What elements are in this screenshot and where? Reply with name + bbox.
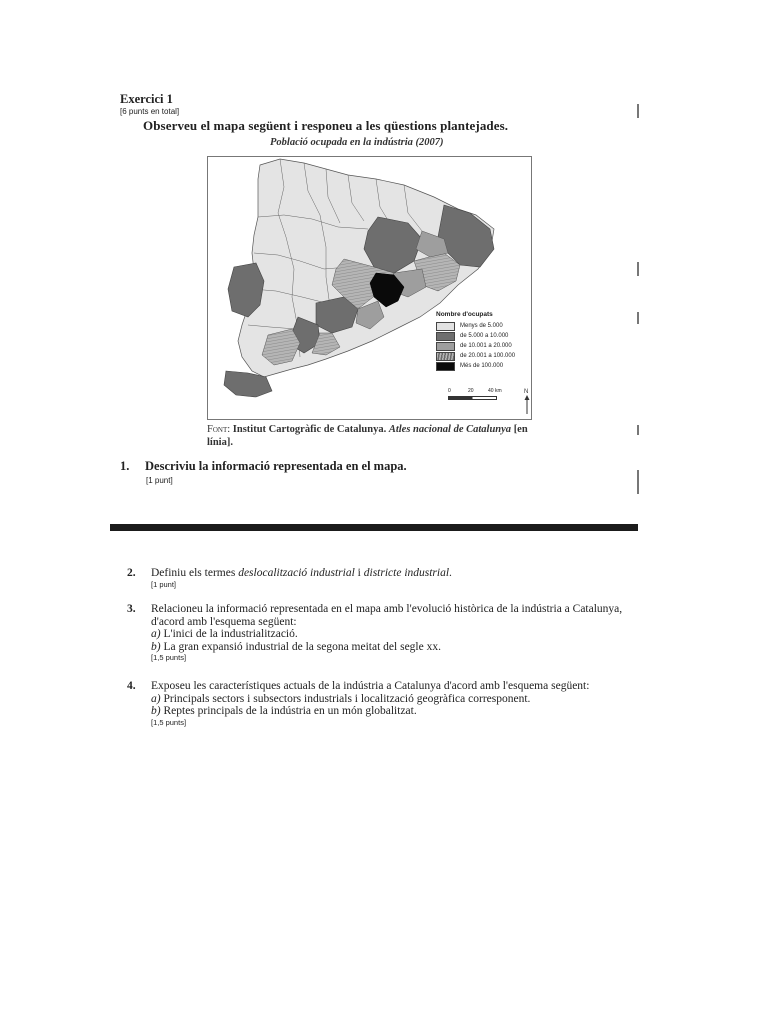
- map-frame: [207, 156, 532, 420]
- question-number: 2.: [127, 567, 136, 579]
- exercise-title: Exercici 1: [120, 92, 173, 106]
- legend-title: Nombre d'ocupats: [436, 311, 493, 318]
- question-subitem: b) Reptes principals de la indústria en un món globalitzat.: [151, 705, 417, 717]
- question-subitem: b) La gran expansió industrial de la segona meitat del segle xx.: [151, 640, 441, 653]
- exercise-intro: Observeu el mapa següent i responeu a les qüestions plantejades.: [143, 118, 509, 133]
- map-legend: [436, 311, 531, 371]
- question-text: Descriviu la informació representada en el mapa.: [145, 459, 407, 473]
- question-1: [120, 459, 407, 474]
- source-text: Institut Cartogràfic de Catalunya.: [232, 424, 387, 435]
- north-arrow-icon: [521, 386, 533, 416]
- exercise-points: [6 punts en total]: [120, 107, 180, 116]
- source-suffix: [en línia].: [207, 424, 528, 448]
- scale-line: [448, 396, 497, 400]
- question-1-points: [1 punt]: [146, 476, 173, 485]
- legend-item: [436, 331, 531, 341]
- legend-swatch: [436, 322, 455, 331]
- question-number: 1.: [120, 459, 130, 473]
- page-edge-mark: [637, 312, 639, 324]
- page-edge-mark: [637, 104, 639, 118]
- question-number: 3.: [127, 603, 136, 615]
- legend-item: [436, 341, 531, 351]
- legend-item: [436, 361, 531, 371]
- question-points: [1,5 punts]: [151, 717, 187, 727]
- legend-label: de 20.001 a 100.000: [460, 353, 516, 359]
- page-edge-mark: [637, 262, 639, 276]
- legend-label: de 10.001 a 20.000: [460, 343, 512, 349]
- scale-label: 0: [448, 388, 451, 394]
- north-label: N: [524, 389, 529, 395]
- question-text: i: [354, 567, 364, 579]
- legend-swatch: [436, 352, 455, 361]
- page-edge-mark: [637, 470, 639, 494]
- legend-item: [436, 321, 531, 331]
- catalonia-map: [208, 157, 531, 419]
- question-subitem: a) L'inici de la industrialització.: [151, 628, 298, 640]
- question-subitem: a) Principals sectors i subsectors industrials i localització geogràfica corresponent.: [151, 692, 531, 705]
- question-text: .: [449, 567, 452, 579]
- legend-swatch: [436, 342, 455, 351]
- question-text: Exposeu les característiques actuals de la indústria a Catalunya d'acord amb l'esquema següent:: [151, 680, 590, 692]
- legend-swatch: [436, 362, 455, 371]
- question-text: Relacioneu la informació representada en el mapa amb l'evolució històrica de la indústria a Catalunya, d'acord amb l'esquema següent:: [151, 603, 623, 628]
- question-text: Definiu els termes: [151, 567, 239, 579]
- scale-label: 40 km: [488, 388, 502, 394]
- question-points: [1 punt]: [151, 579, 177, 589]
- question-term: districte industrial: [363, 567, 450, 579]
- legend-label: de 5.000 a 10.000: [460, 333, 509, 339]
- map-source: [207, 423, 533, 449]
- question-term: deslocalització industrial: [238, 567, 355, 579]
- scale-label: 20: [468, 388, 474, 394]
- source-work: Atles nacional de Catalunya: [388, 424, 512, 435]
- legend-item: [436, 351, 531, 361]
- legend-swatch: [436, 332, 455, 341]
- legend-label: Menys de 5.000: [460, 323, 503, 329]
- source-label: Font:: [207, 424, 231, 435]
- map-title: Població ocupada en la indústria (2007): [270, 137, 444, 148]
- question-points: [1,5 punts]: [151, 653, 187, 662]
- legend-label: Més de 100.000: [460, 363, 504, 369]
- page-divider: [110, 524, 638, 531]
- page-edge-mark: [637, 425, 639, 435]
- question-number: 4.: [127, 680, 136, 692]
